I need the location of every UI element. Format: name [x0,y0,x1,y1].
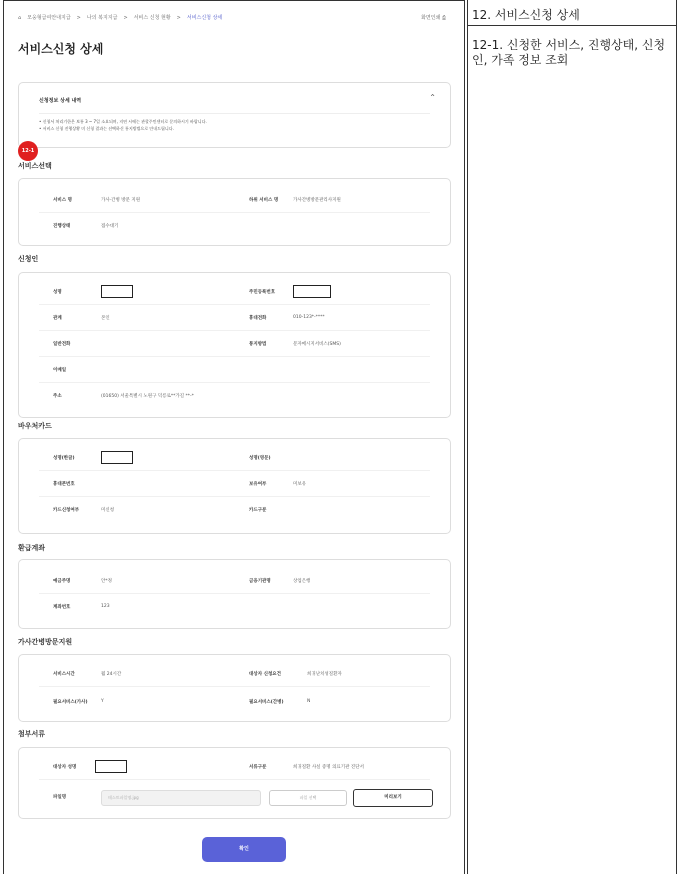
breadcrumb [18,14,222,21]
homecare-row-2 [39,689,430,715]
voucher-row-3 [39,497,430,523]
keep-label: 보유여부 [249,482,267,487]
time-value: 월 24시간 [101,672,122,677]
doc-type-label: 서류구분 [249,765,267,770]
page-title: 서비스신청 상세 [18,42,104,56]
printer-icon: ⎙ [441,15,446,21]
confirm-button[interactable]: 확인 [202,837,286,862]
info-note-1: • 신청서 처리기한은 보통 3 ~ 7일 소요되며, 지연 시에는 관할주민센터로 문의하시기 바랍니다. [39,119,207,124]
holder-value: 안*정 [101,579,112,584]
service-card [18,178,451,246]
service-row-1 [39,187,430,213]
file-label: 파일명 [53,795,67,800]
voucher-row-2 [39,471,430,497]
cond-label: 대상자 신청요건 [249,672,281,677]
target-name-redacted [95,760,127,773]
chevron-right-icon: > [76,14,81,21]
need-care-label: 필요서비스(간병) [249,700,284,705]
sub-service-label: 하위 서비스 명 [249,198,279,203]
applicant-row-3 [39,331,430,357]
refund-row-1 [39,568,430,594]
attach-row-2 [39,780,430,814]
description-text: 12-1. 신청한 서비스, 진행상태, 신청인, 가족 정보 조회 [472,38,666,67]
card-apply-label: 카드신청여부 [53,508,80,513]
email-label: 이메일 [53,368,67,373]
annotation-badge: 12-1 [18,141,38,161]
refund-row-2 [39,594,430,620]
need-house-label: 필요서비스(가사) [53,700,88,705]
bank-value: 상업은행 [293,579,311,584]
relation-label: 관계 [53,316,62,321]
need-care-value: N [307,699,311,704]
name-redacted [101,285,133,298]
info-note-2: • 서비스 신청 진행상황 미 신청 결과는 선택하신 통지방법으로 안내드립니다. [39,126,174,131]
description-title: 12. 서비스신청 상세 [468,0,676,26]
holder-label: 예금주명 [53,579,71,584]
refund-card [18,559,451,629]
address-label: 주소 [53,394,62,399]
section-service-title: 서비스선택 [18,162,52,170]
attach-card [18,747,451,819]
section-refund-title: 환급계좌 [18,544,46,552]
name-kr-label: 성명(한글) [53,456,75,461]
name-label: 성명 [53,290,62,295]
account-value: 123 [101,604,110,609]
section-homecare-title: 가사간병방문지원 [18,638,73,646]
card-apply-value: 미신청 [101,508,115,513]
rrn-redacted [293,285,331,298]
homecare-card [18,654,451,722]
top-border [4,0,465,1]
card-type-label: 카드구분 [249,508,267,513]
voucher-card [18,438,451,534]
info-note-2-text: 서비스 신청 진행상황 미 신청 결과는 선택하신 통지방법으로 안내드립니다. [42,126,174,131]
service-name-label: 서비스 명 [53,198,72,203]
info-note-1-text: 신청서 처리기한은 보통 3 ~ 7일 소요되며, 지연 시에는 관할주민센터로 문의하시기 바랍니다. [42,119,207,124]
notify-label: 통지방법 [249,342,267,347]
notify-value: 문자메시지서비스(SMS) [293,342,341,347]
applicant-row-5 [39,383,430,409]
name-kr-redacted [101,451,133,464]
breadcrumb-current: 서비스신청 상세 [186,15,223,21]
time-label: 서비스시간 [53,672,75,677]
breadcrumb-step1[interactable]: 나의 복지지급 [86,15,118,21]
service-name-value: 가사·간병 방문 지원 [101,198,141,203]
description-panel [467,0,677,874]
divider [39,113,430,114]
cond-value: 희귀난치성질환자 [307,672,342,677]
voucher-row-1 [39,445,430,471]
chevron-right-icon: > [123,14,128,21]
section-voucher-title: 바우처카드 [18,422,52,430]
applicant-row-2 [39,305,430,331]
phone-label: 일반전화 [53,342,71,347]
account-label: 계좌번호 [53,605,71,610]
bank-label: 금융기관명 [249,579,271,584]
status-value: 접수대기 [101,224,119,229]
section-attach-title: 첨부서류 [18,730,46,738]
address-value: (01650) 서울특별시 노원구 덕릉로**가길 **-* [101,394,194,399]
home-icon[interactable]: ⌂ [18,14,22,21]
info-accordion [18,82,451,148]
homecare-row-1 [39,661,430,687]
print-label: 화면인쇄 [421,15,441,21]
doc-type-value: 희귀질환 사실 증명 의료기관 진단서 [293,765,364,770]
applicant-card [18,272,451,418]
applicant-row-4 [39,357,430,383]
preview-button[interactable]: 미리보기 [353,789,433,807]
screen-panel [3,0,465,874]
mobile-value: 010-123*-**** [293,315,325,320]
breadcrumb-home[interactable]: 모웅형급여안내지급 [27,15,71,21]
relation-value: 본인 [101,316,110,321]
file-select-button[interactable]: 파일 선택 [269,790,347,806]
info-header[interactable]: 신청정보 상세 내역 [39,98,82,104]
mobile-label: 휴대전화 [249,316,267,321]
rrn-label: 주민등록번호 [249,290,276,295]
need-house-value: Y [101,699,104,704]
file-input[interactable]: 테스트파일명.jpg [101,790,261,806]
voucher-mobile-label: 휴대폰번호 [53,482,75,487]
target-name-label: 대상자 성명 [53,765,77,770]
print-button[interactable] [421,14,446,21]
breadcrumb-step2[interactable]: 서비스 신청 현황 [133,15,171,21]
applicant-row-1 [39,279,430,305]
chevron-up-icon[interactable]: ⌃ [429,93,436,102]
status-label: 진행상태 [53,224,71,229]
sub-service-value: 가사간병방문관리사지원 [293,198,341,203]
service-row-2 [39,213,430,239]
keep-value: 미보유 [293,482,307,487]
section-applicant-title: 신청인 [18,255,39,263]
attach-row-1 [39,754,430,780]
name-en-label: 성명(영문) [249,456,271,461]
chevron-right-icon: > [176,14,181,21]
